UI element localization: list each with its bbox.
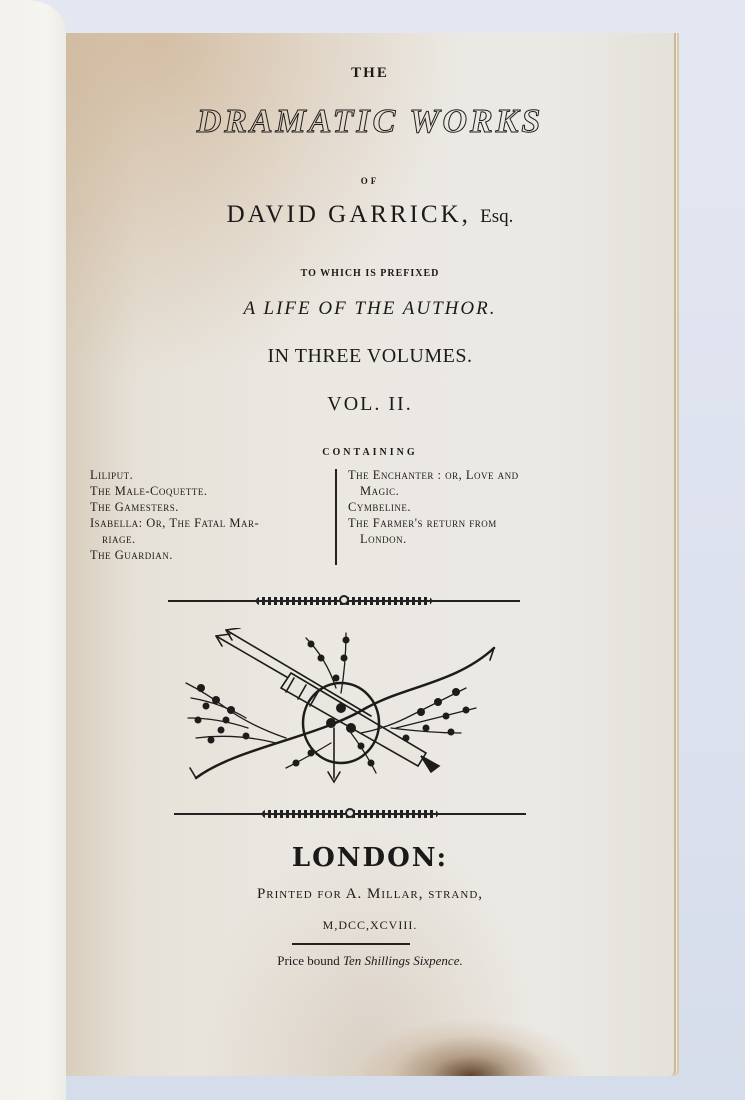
list-item: The Guardian. <box>90 548 173 562</box>
ornamental-rule-bottom <box>174 809 526 819</box>
list-item: The Farmer's return from <box>348 516 497 530</box>
prefixed-line: TO WHICH IS PREFIXED <box>300 268 440 279</box>
list-item: The Enchanter : or, Love and <box>348 468 519 482</box>
price-line <box>66 953 674 969</box>
list-item: Magic. <box>360 484 400 498</box>
rosette-icon <box>339 595 349 605</box>
book-title: DRAMATIC WORKS <box>196 103 544 140</box>
containing-heading: CONTAINING <box>322 447 418 458</box>
short-rule <box>292 943 410 945</box>
ornamental-rule-top <box>168 596 520 606</box>
publication-date: M,DCC,XCVIII. <box>322 918 418 932</box>
author-name: DAVID GARRICK, <box>226 201 471 228</box>
volume-number: VOL. II. <box>327 393 413 415</box>
title-of: OF <box>360 176 380 186</box>
price-prefix: Price bound <box>277 953 340 968</box>
printer-line: Printed for A. Millar, strand, <box>256 886 484 902</box>
contents-list <box>90 467 650 572</box>
volumes-line: IN THREE VOLUMES. <box>267 345 473 367</box>
imprint-city: LONDON: <box>291 843 449 873</box>
author-line <box>66 201 674 229</box>
title-page <box>66 33 676 1076</box>
contents-right-column <box>348 467 648 547</box>
author-suffix: Esq. <box>480 206 514 227</box>
rosette-icon <box>345 808 355 818</box>
title-article: THE <box>351 65 389 81</box>
list-item: Liliput. <box>90 468 134 482</box>
life-of-author: A LIFE OF THE AUTHOR. <box>243 298 497 319</box>
facing-page <box>0 0 66 1100</box>
list-item: riage. <box>102 532 136 546</box>
price-value: Ten Shillings Sixpence. <box>342 953 463 968</box>
list-item: Isabella: Or, The Fatal Mar- <box>90 516 260 530</box>
list-item: London. <box>360 532 407 546</box>
column-divider <box>335 469 337 565</box>
list-item: Cymbeline. <box>348 500 411 514</box>
list-item: The Male-Coquette. <box>90 484 208 498</box>
contents-left-column <box>90 467 336 563</box>
water-stain <box>356 1018 586 1076</box>
woodcut-ornament-icon <box>176 628 506 788</box>
list-item: The Gamesters. <box>90 500 179 514</box>
